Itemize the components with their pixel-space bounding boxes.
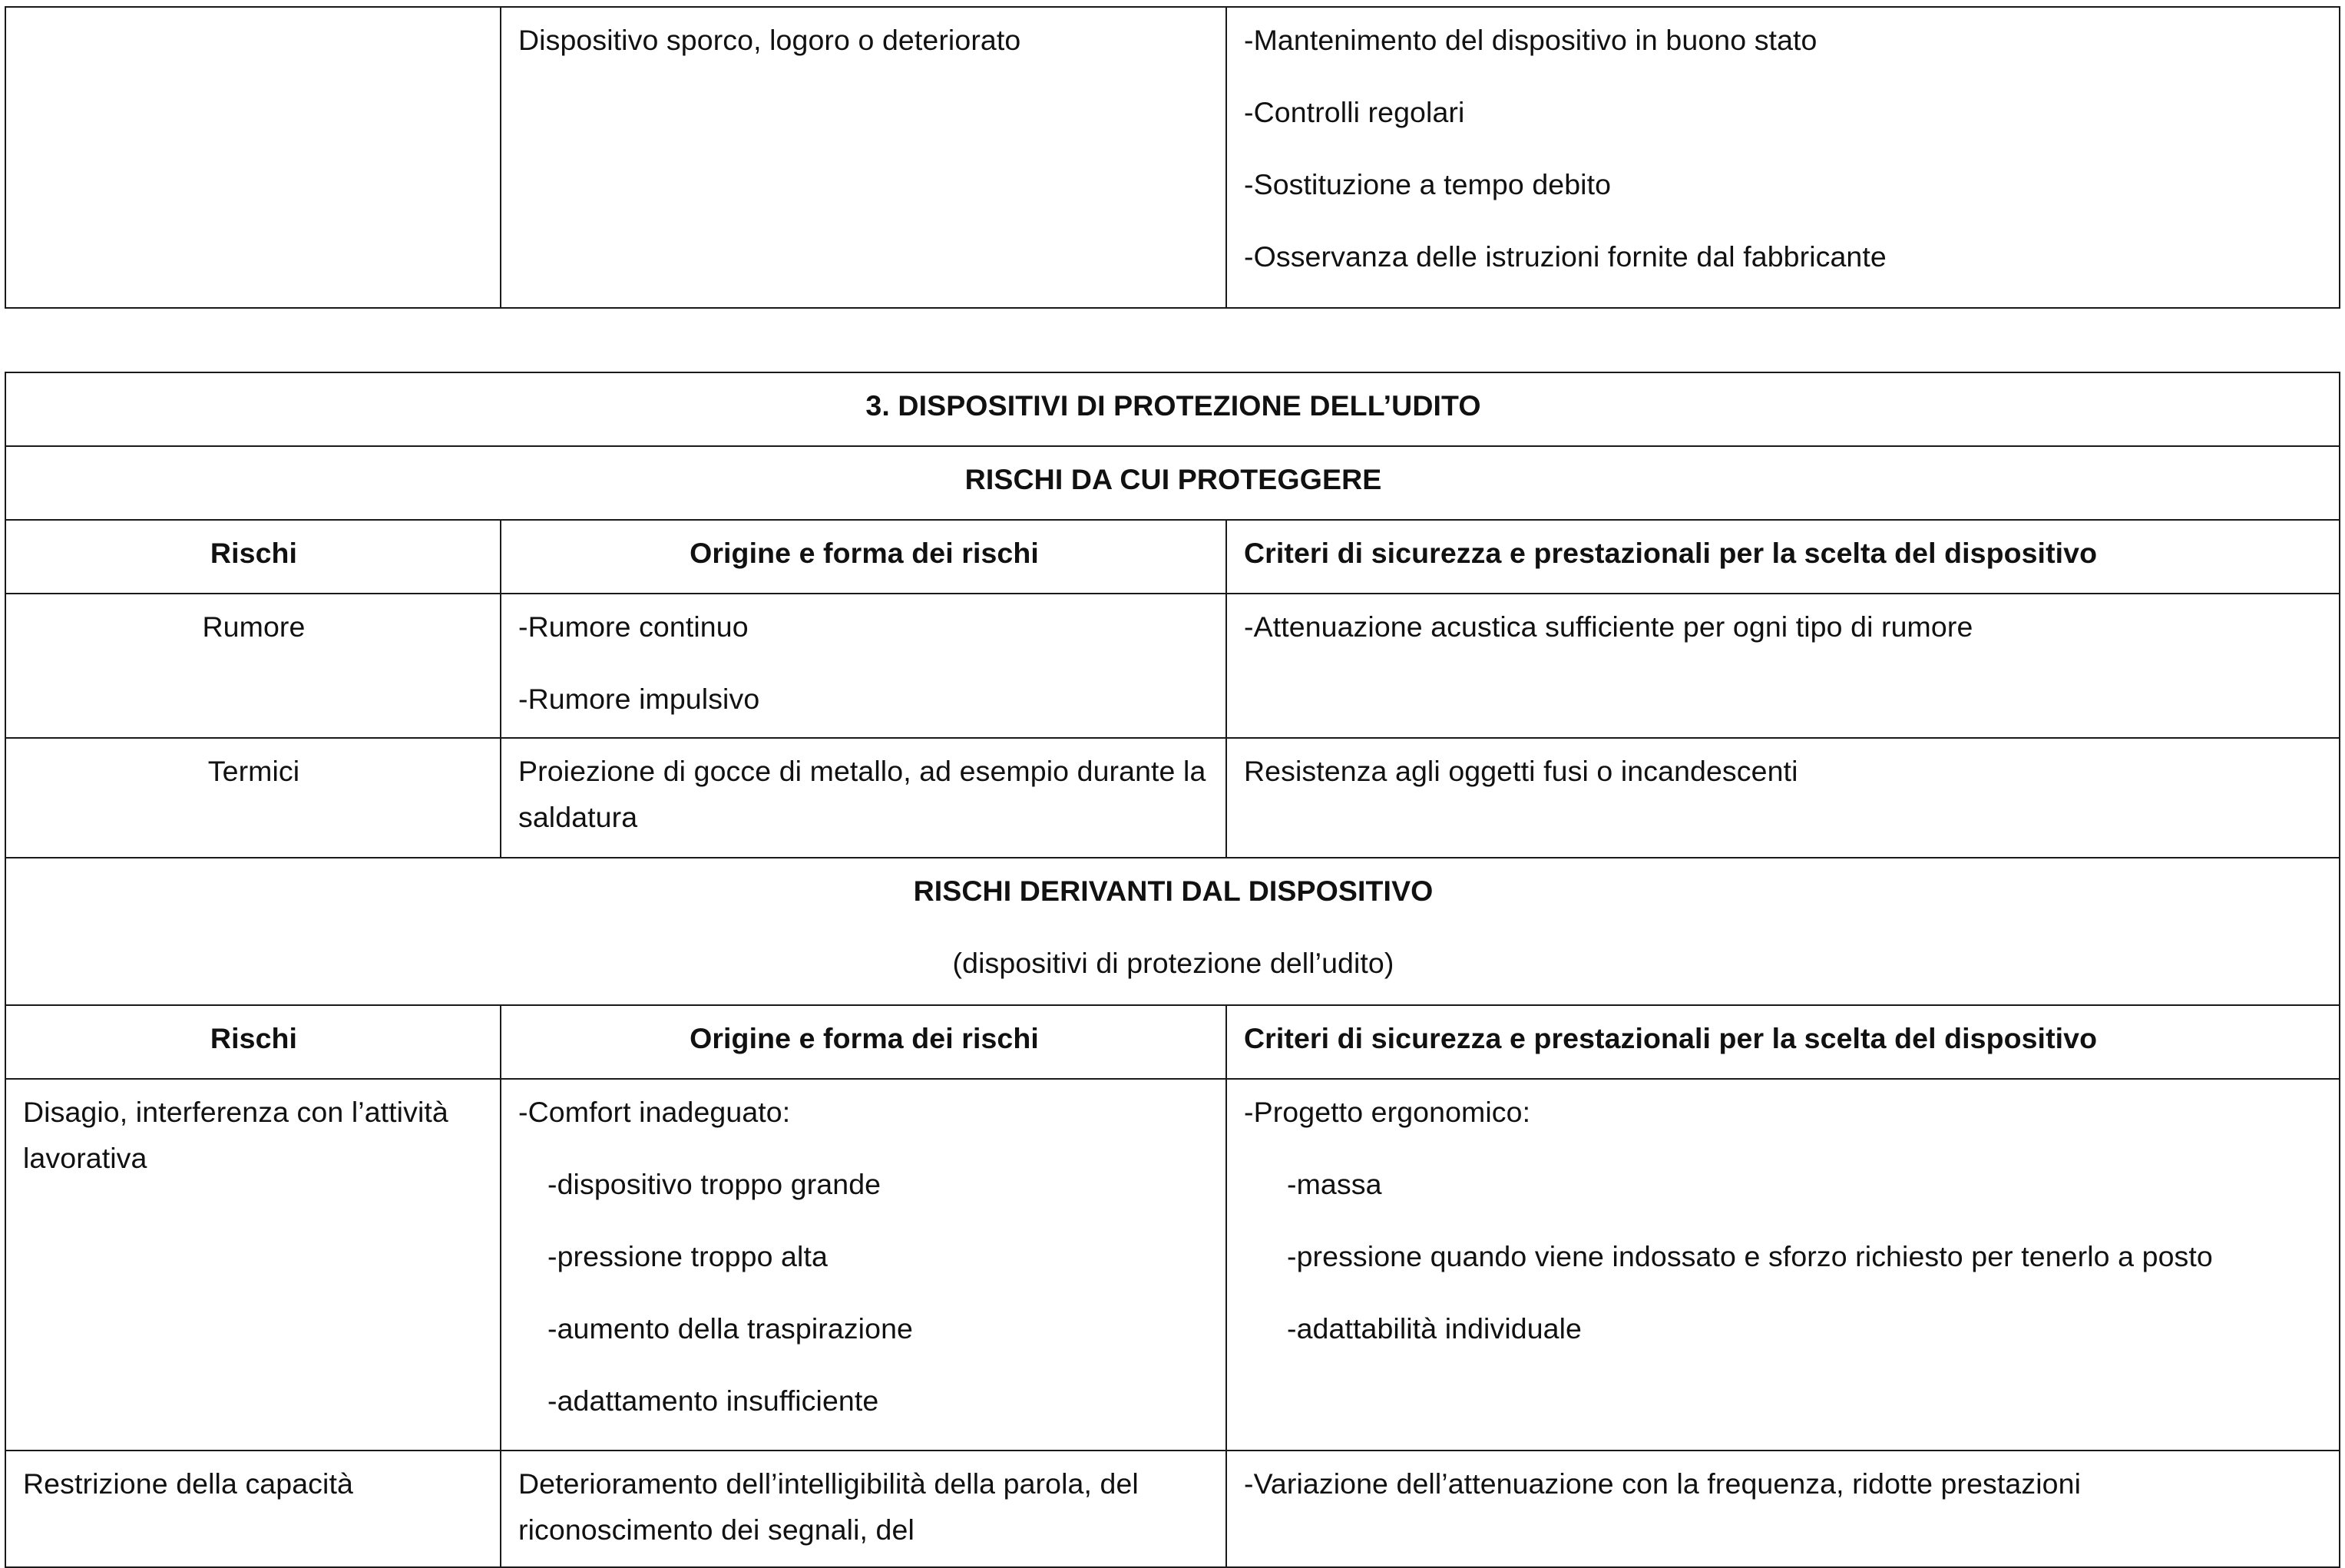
section-heading: RISCHI DA CUI PROTEGGERE (5, 446, 2340, 520)
header-row (5, 520, 2340, 594)
origine-cell: Dispositivo sporco, logoro o deteriorato (501, 7, 1226, 308)
table-row (5, 446, 2340, 520)
criteri-cell (1226, 594, 2340, 738)
rischi-cell (5, 7, 501, 308)
criteri-line: -pressione quando viene indossato e sforzo richiesto per tenerlo a posto (1287, 1240, 2213, 1272)
criteri-cell (1226, 7, 2340, 308)
section-heading: RISCHI DERIVANTI DAL DISPOSITIVO (913, 875, 1434, 907)
table-row (5, 372, 2340, 446)
origine-line: -dispositivo troppo grande (547, 1168, 881, 1200)
origine-line: -Rumore continuo (518, 610, 749, 643)
table-row (5, 7, 2340, 308)
column-header: Rischi (5, 1005, 501, 1079)
column-header: Criteri di sicurezza e prestazionali per la scelta del dispositivo (1226, 1005, 2340, 1079)
origine-cell (501, 594, 1226, 738)
criteri-line: -Attenuazione acustica sufficiente per ogni tipo di rumore (1244, 610, 1973, 643)
criteri-cell (1226, 1079, 2340, 1451)
column-header: Rischi (5, 520, 501, 594)
criteri-line: -Mantenimento del dispositivo in buono stato (1244, 24, 1817, 56)
criteri-line: -massa (1287, 1168, 1382, 1200)
rischi-cell: Disagio, interferenza con l’attività lavorativa (5, 1079, 501, 1451)
table-row (5, 1451, 2340, 1567)
rischi-cell: Restrizione della capacità (5, 1451, 501, 1567)
origine-line: -Comfort inadeguato: (518, 1096, 791, 1128)
table-dispositivi-udito (5, 372, 2340, 1568)
rischi-cell: Termici (5, 738, 501, 858)
criteri-line: -Osservanza delle istruzioni fornite dal fabbricante (1244, 240, 1887, 273)
table-row (5, 594, 2340, 738)
criteri-cell: Resistenza agli oggetti fusi o incandescenti (1226, 738, 2340, 858)
origine-cell: Proiezione di gocce di metallo, ad esempio durante la saldatura (501, 738, 1226, 858)
table-row (5, 738, 2340, 858)
origine-line: -Rumore impulsivo (518, 683, 760, 715)
section-heading-cell (5, 858, 2340, 1005)
column-header: Origine e forma dei rischi (501, 520, 1226, 594)
criteri-line: -Sostituzione a tempo debito (1244, 168, 1612, 200)
rischi-cell: Rumore (5, 594, 501, 738)
origine-cell: Deterioramento dell’intelligibilità della parola, del riconoscimento dei segnali, del (501, 1451, 1226, 1567)
criteri-line: -adattabilità individuale (1287, 1312, 1582, 1345)
origine-line: -aumento della traspirazione (547, 1312, 913, 1345)
table-row (5, 1079, 2340, 1451)
column-header: Origine e forma dei rischi (501, 1005, 1226, 1079)
table-continuation (5, 6, 2340, 309)
origine-line: -pressione troppo alta (547, 1240, 828, 1272)
origine-line: -adattamento insufficiente (547, 1384, 879, 1417)
section-subheading: (dispositivi di protezione dell’udito) (952, 947, 1394, 979)
origine-cell (501, 1079, 1226, 1451)
table-title: 3. DISPOSITIVI DI PROTEZIONE DELL’UDITO (5, 372, 2340, 446)
table-row (5, 858, 2340, 1005)
criteri-line: -Progetto ergonomico: (1244, 1096, 1531, 1128)
column-header: Criteri di sicurezza e prestazionali per la scelta del dispositivo (1226, 520, 2340, 594)
criteri-line: -Controlli regolari (1244, 96, 1465, 128)
header-row (5, 1005, 2340, 1079)
criteri-cell: -Variazione dell’attenuazione con la frequenza, ridotte prestazioni (1226, 1451, 2340, 1567)
